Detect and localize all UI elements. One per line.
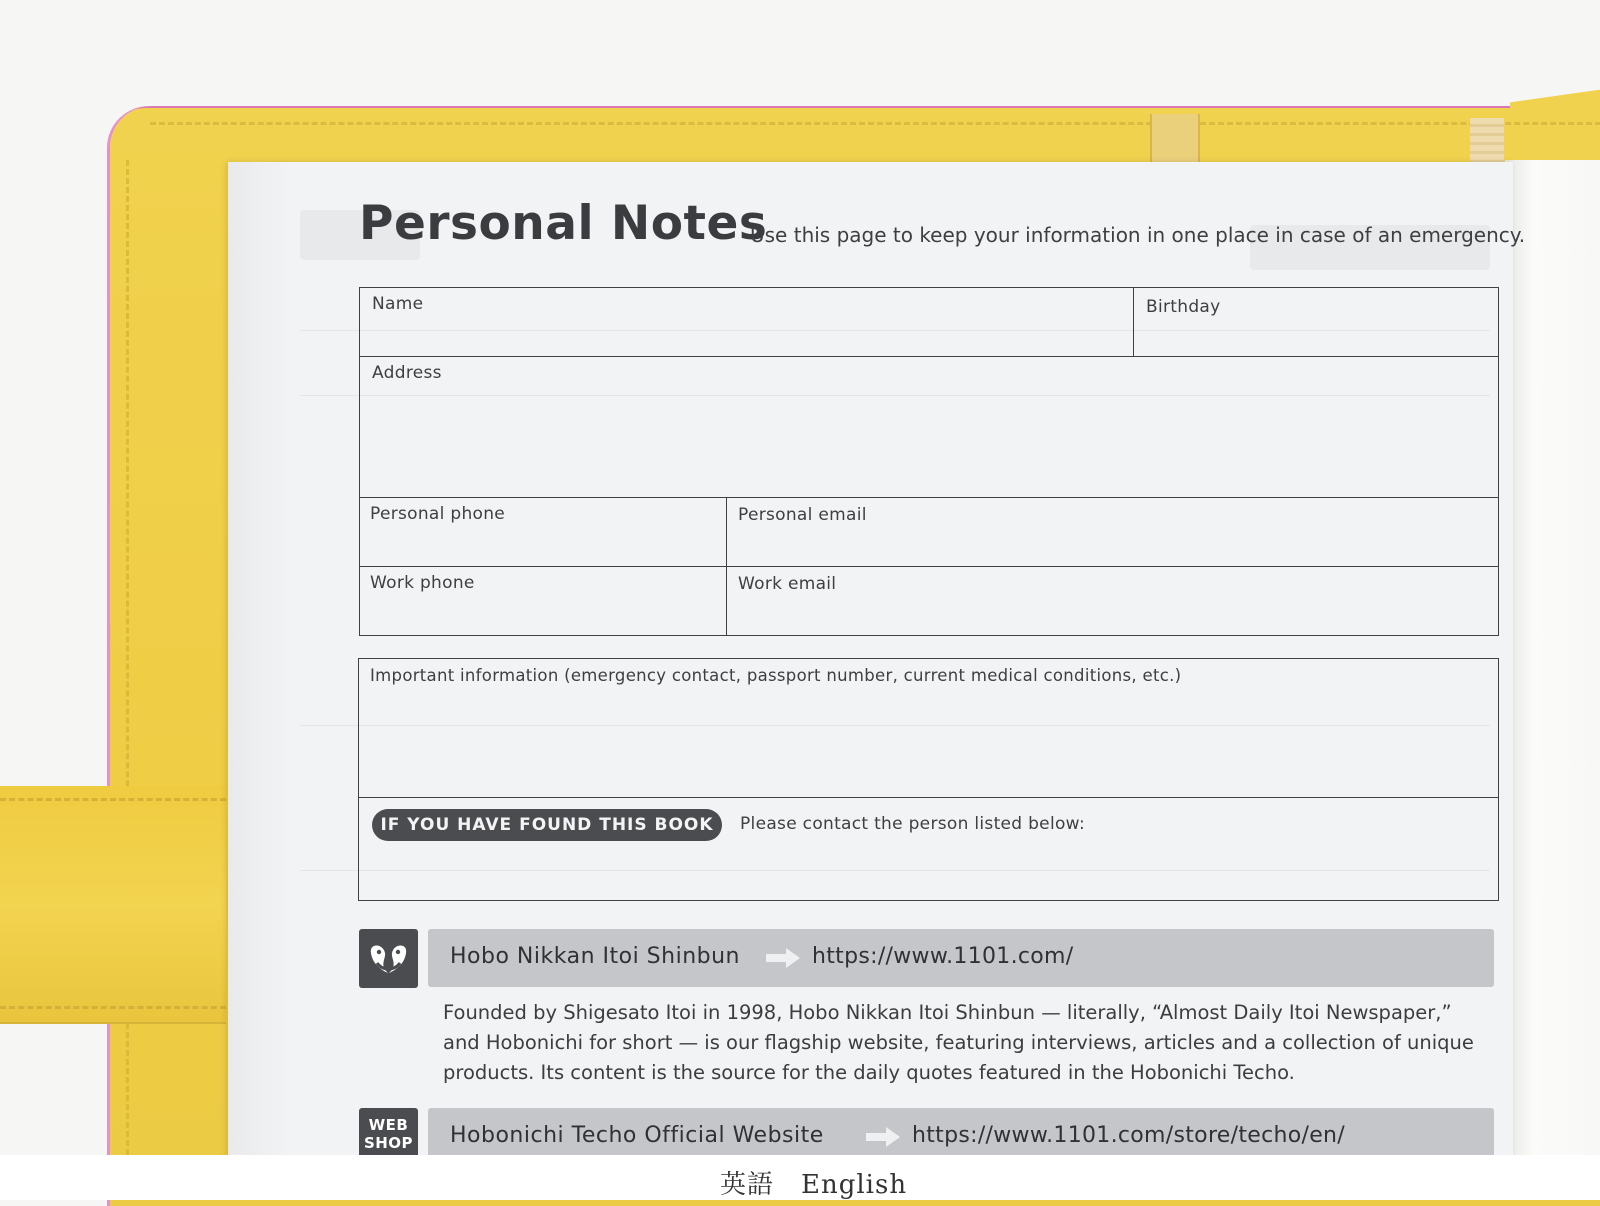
cover-stitching-top <box>150 122 1600 125</box>
page-title: Personal Notes <box>359 196 768 251</box>
found-this-book-badge: IF YOU HAVE FOUND THIS BOOK <box>372 809 722 841</box>
form-divider <box>1133 287 1134 357</box>
field-label-important: Important information (emergency contact, passport number, current medical conditions, etc.) <box>370 666 1182 685</box>
arrow-right-icon <box>866 1127 900 1147</box>
web-shop-badge-line2: SHOP <box>363 1134 414 1152</box>
cover-stitching-left <box>126 160 129 1200</box>
web-shop-badge <box>359 1108 418 1160</box>
hobonichi-logo-icon <box>359 929 418 988</box>
elastic-band <box>0 786 226 1022</box>
techo-site-name: Hobonichi Techo Official Website <box>450 1123 824 1148</box>
field-label-work-phone: Work phone <box>370 573 475 593</box>
found-instructions: Please contact the person listed below: <box>740 814 1085 834</box>
hobonichi-site-name: Hobo Nikkan Itoi Shinbun <box>450 944 740 969</box>
web-shop-badge-line1: WEB <box>368 1116 409 1134</box>
band-stitching-top <box>0 798 226 801</box>
band-stitching-bottom <box>0 1006 226 1009</box>
page-stack-right <box>1505 160 1600 1160</box>
form-divider <box>359 356 1499 357</box>
arrow-right-icon <box>766 948 800 968</box>
hobonichi-url[interactable]: https://www.1101.com/ <box>812 944 1074 969</box>
language-caption: 英語 English <box>720 1170 908 1200</box>
techo-url[interactable]: https://www.1101.com/store/techo/en/ <box>912 1123 1346 1148</box>
form-divider <box>359 497 1499 498</box>
hobonichi-logo-icon <box>359 929 418 988</box>
field-label-address: Address <box>372 363 442 383</box>
hobonichi-description: Founded by Shigesato Itoi in 1998, Hobo Nikkan Itoi Shinbun — literally, “Almost Daily Itoi Newspaper,” and Hobonichi for short — is our flagship website, featuring interviews, articles and a collection of unique products. Its content is the source for the daily quotes featured in the Hobonichi Techo. <box>443 1001 1474 1084</box>
field-label-personal-email: Personal email <box>738 505 867 525</box>
field-label-name: Name <box>372 294 424 314</box>
field-label-personal-phone: Personal phone <box>370 504 506 524</box>
bookmark-ribbon <box>1470 118 1504 166</box>
contact-form-box <box>359 287 1499 636</box>
form-divider <box>358 797 1499 798</box>
field-label-birthday: Birthday <box>1146 297 1221 317</box>
field-label-work-email: Work email <box>738 574 837 594</box>
page-edge-left <box>228 162 288 1162</box>
page-subtitle: Use this page to keep your information in one place in case of an emergency. <box>750 223 1526 247</box>
form-divider <box>359 566 1499 567</box>
important-info-box <box>358 658 1499 901</box>
